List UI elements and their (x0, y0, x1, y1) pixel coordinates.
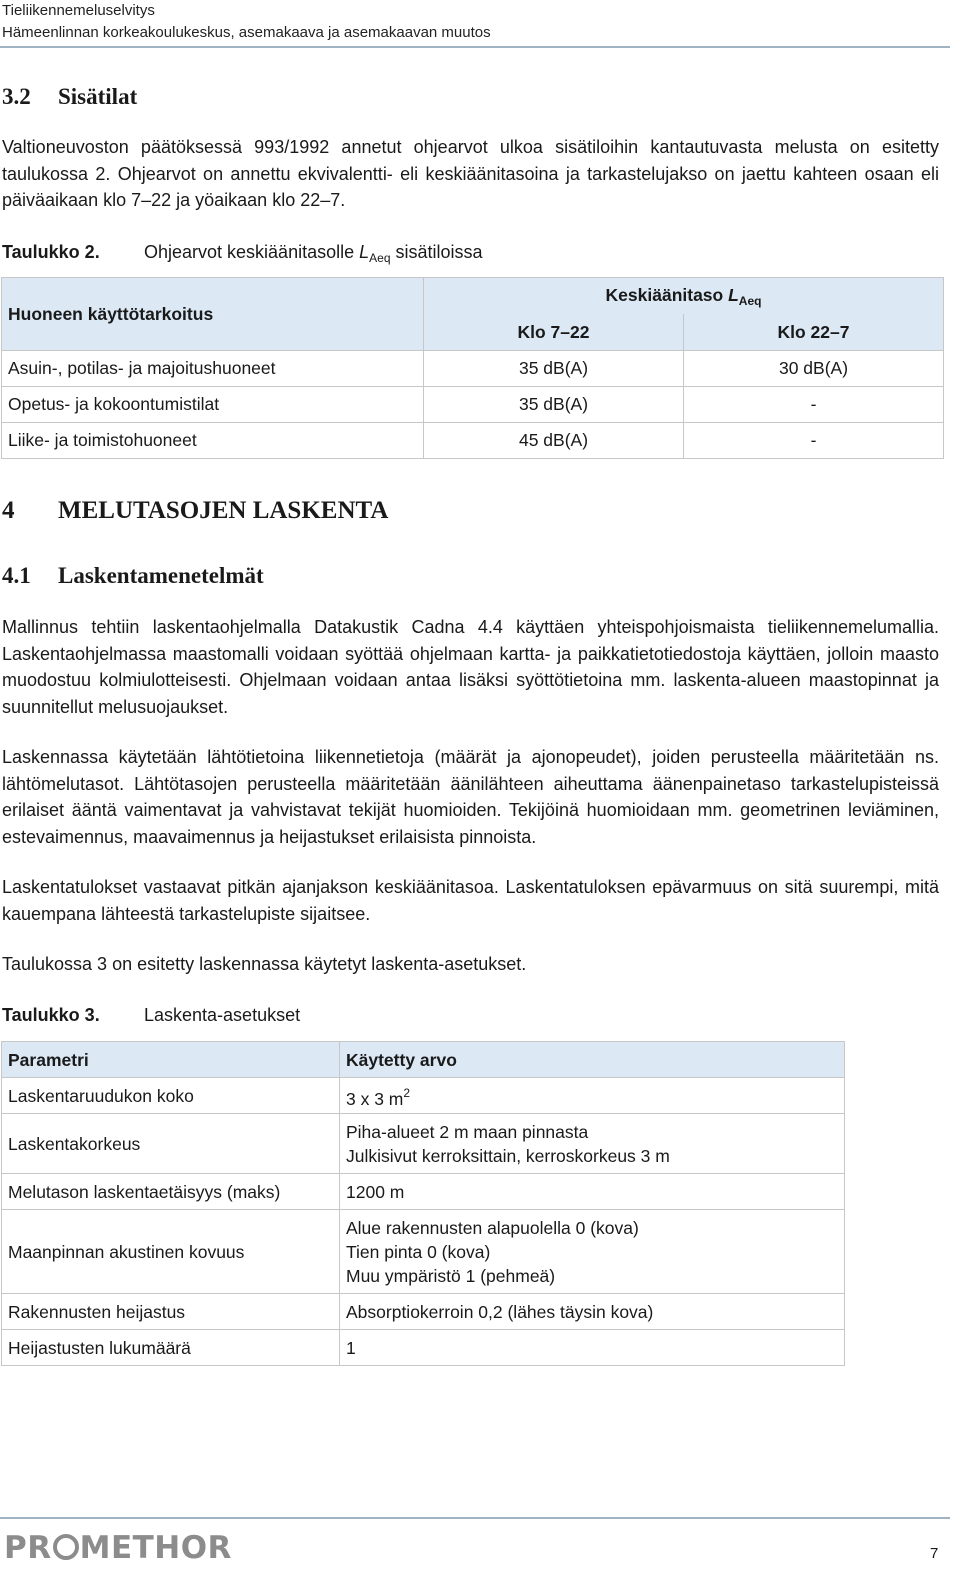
section-3-2-paragraph: Valtioneuvoston päätöksessä 993/1992 annetut ohjearvot ulkoa sisätiloihin kantautuvasta melusta on esitetty taulukossa 2. Ohjearvot on annettu ekvivalentti- eli keskiäänitasoina ja tarkastelujakso on jaettu kahteen osaan eli päiväaikaan klo 7–22 ja yöaikaan klo 22–7. (2, 137, 939, 211)
company-logo (4, 1530, 232, 1566)
cell-night: - (684, 387, 944, 423)
section-4-1-heading (2, 563, 264, 589)
table-row (2, 351, 944, 387)
table-2-indoor-limits (1, 277, 944, 459)
cell-purpose: Opetus- ja kokoontumistilat (2, 387, 424, 423)
table-row (2, 1210, 845, 1294)
cell-parameter: Rakennusten heijastus (2, 1294, 340, 1330)
logo-text-start: PR (4, 1530, 52, 1566)
cell-value: 1200 m (340, 1174, 845, 1210)
table-row (2, 1078, 845, 1114)
value-line: Piha-alueet 2 m maan pinnasta (346, 1121, 589, 1142)
value-line: Julkisivut kerroksittain, kerroskorkeus 3 m (346, 1145, 670, 1166)
header-level-symbol: L (728, 284, 739, 305)
header-project-title: Hämeenlinnan korkeakoulukeskus, asemakaava ja asemakaavan muutos (2, 24, 491, 41)
header-level-subscript: Aeq (738, 293, 762, 308)
cell-night: 30 dB(A) (684, 351, 944, 387)
value-superscript: 2 (403, 1085, 411, 1100)
table-row (2, 1294, 845, 1330)
table-3-caption-text: Laskenta-asetukset (144, 1005, 301, 1025)
table-row (2, 423, 944, 459)
table-3-caption (2, 1003, 300, 1027)
cell-night: - (684, 423, 944, 459)
section-title: Sisätilat (58, 84, 138, 109)
page-number: 7 (930, 1545, 939, 1562)
table-row (2, 387, 944, 423)
page-header (2, 0, 950, 44)
section-3-2-heading (2, 84, 137, 110)
table-header-row (2, 278, 944, 315)
cell-parameter: Maanpinnan akustinen kovuus (2, 1210, 340, 1294)
header-cell-parameter: Parametri (2, 1042, 340, 1078)
value-line: Muu ympäristö 1 (pehmeä) (346, 1265, 556, 1286)
table-row (2, 1114, 845, 1174)
header-report-type: Tieliikennemeluselvitys (2, 2, 155, 19)
table-2-label: Taulukko 2. (2, 242, 100, 262)
section-4-1-paragraph-2: Laskennassa käytetään lähtötietoina liikennetietoja (määrät ja ajonopeudet), joiden perusteella määritetään ns. lähtömelutasot. Lähtötasojen perusteella määritetään äänilähteen aiheuttama äänenpainetaso tarkastelupisteissä erilaiset ääntä vaimentavat ja vahvistavat tekijät huomioiden. Tekijöinä huomioidaan mm. geometrinen leviäminen, estevaimennus, maavaimennus ja heijastukset erilaisista pinnoista. (2, 747, 939, 847)
cell-parameter: Laskentaruudukon koko (2, 1078, 340, 1114)
table-2-caption-suffix: sisätiloissa (390, 242, 483, 262)
table-2-caption-symbol: L (359, 242, 370, 262)
cell-value: Absorptiokerroin 0,2 (lähes täysin kova) (340, 1294, 845, 1330)
logo-ring-icon (53, 1534, 79, 1560)
header-level-label: Keskiäänitaso (605, 284, 729, 305)
table-row (2, 1174, 845, 1210)
section-4-1-paragraph-3: Laskentatulokset vastaavat pitkän ajanjakson keskiäänitasoa. Laskentatuloksen epävarmuus on sitä suurempi, mitä kauempana lähteestä tarkastelupiste sijaitsee. (2, 877, 939, 924)
cell-parameter: Laskentakorkeus (2, 1114, 340, 1174)
section-title: MELUTASOJEN LASKENTA (58, 497, 389, 524)
cell-value (340, 1114, 845, 1174)
table-2-caption (2, 240, 483, 270)
cell-purpose: Liike- ja toimistohuoneet (2, 423, 424, 459)
section-4-1-paragraph-1: Mallinnus tehtiin laskentaohjelmalla Datakustik Cadna 4.4 käyttäen yhteispohjoismaista tieliikennemelumallia. Laskentaohjelmassa maastomalli voidaan syöttää ohjelmaan kartta- ja paikkatietotiedostoja käyttäen, jolloin maasto muodostuu kolmiulotteisesti. Ohjelmaan voidaan antaa lisäksi syöttötietoina mm. laskenta-alueen maastopinnat ja suunnitellut melusuojaukset. (2, 617, 939, 717)
value-line: Alue rakennusten alapuolella 0 (kova) (346, 1217, 639, 1238)
cell-day: 35 dB(A) (424, 351, 684, 387)
header-cell-purpose (2, 278, 424, 351)
header-cell-value: Käytetty arvo (340, 1042, 845, 1078)
cell-parameter: Melutason laskentaetäisyys (maks) (2, 1174, 340, 1210)
table-2-caption-text: Ohjearvot keskiäänitasolle (144, 242, 360, 262)
table-3-calculation-settings (1, 1041, 845, 1366)
cell-day: 35 dB(A) (424, 387, 684, 423)
cell-value (340, 1210, 845, 1294)
section-4-heading (2, 497, 388, 525)
header-cell-level (424, 278, 944, 315)
header-cell-night: Klo 22–7 (684, 314, 944, 351)
section-title: Laskentamenetelmät (58, 563, 264, 588)
table-2-caption-subscript: Aeq (369, 251, 391, 265)
section-number: 4 (2, 497, 15, 524)
table-3-label: Taulukko 3. (2, 1005, 100, 1025)
cell-parameter: Heijastusten lukumäärä (2, 1330, 340, 1366)
section-number: 4.1 (2, 563, 31, 588)
cell-purpose: Asuin-, potilas- ja majoitushuoneet (2, 351, 424, 387)
logo-text-end: METHOR (79, 1530, 232, 1566)
table-row (2, 1330, 845, 1366)
section-4-1-paragraph-4: Taulukossa 3 on esitetty laskennassa käytetyt laskenta-asetukset. (2, 954, 527, 974)
value-line: Tien pinta 0 (kova) (346, 1241, 491, 1262)
header-divider (0, 46, 950, 48)
cell-value: 1 (340, 1330, 845, 1366)
value-line: 3 x 3 m (346, 1088, 404, 1109)
cell-value (340, 1078, 845, 1114)
table-header-row (2, 1042, 845, 1078)
section-number: 3.2 (2, 84, 31, 109)
header-purpose-label: Huoneen käyttötarkoitus (8, 303, 214, 324)
header-cell-day: Klo 7–22 (424, 314, 684, 351)
cell-day: 45 dB(A) (424, 423, 684, 459)
footer-divider (0, 1517, 950, 1519)
